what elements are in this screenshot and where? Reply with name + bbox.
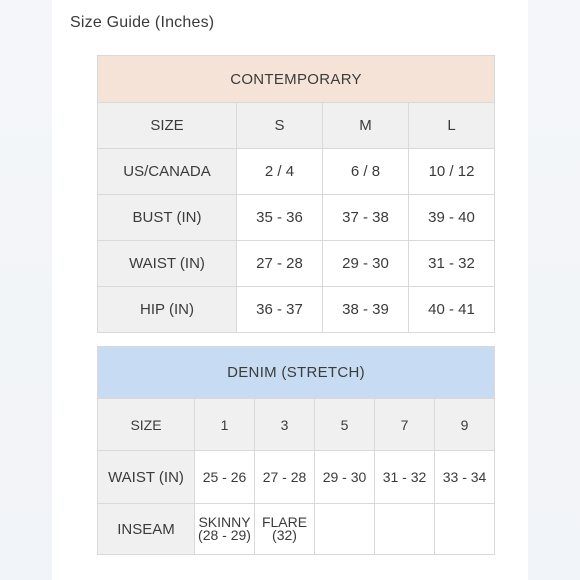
table-row — [98, 103, 495, 149]
contemporary-heading: CONTEMPORARY — [98, 56, 495, 103]
table-row — [98, 195, 495, 241]
inseam-label: INSEAM — [98, 504, 195, 555]
table-row — [98, 287, 495, 333]
waist-label: WAIST (IN) — [98, 241, 237, 287]
left-margin — [0, 0, 52, 580]
table-row — [98, 241, 495, 287]
size-5-header: 5 — [315, 399, 375, 451]
table-cell: 38 - 39 — [323, 287, 409, 333]
size-1-header: 1 — [195, 399, 255, 451]
waist-label: WAIST (IN) — [98, 451, 195, 504]
us-canada-label: US/CANADA — [98, 149, 237, 195]
empty-cell — [315, 504, 375, 555]
size-9-header: 9 — [435, 399, 495, 451]
table-cell: 27 - 28 — [255, 451, 315, 504]
denim-heading: DENIM (STRETCH) — [98, 347, 495, 399]
table-cell: 25 - 26 — [195, 451, 255, 504]
table-cell: 33 - 34 — [435, 451, 495, 504]
table-row — [98, 399, 495, 451]
table-cell: 29 - 30 — [323, 241, 409, 287]
inseam-skinny-value: (28 - 29) — [198, 527, 251, 543]
inseam-flare-value: (32) — [272, 527, 297, 543]
size-header-label: SIZE — [98, 103, 237, 149]
size-s-header: S — [237, 103, 323, 149]
table-cell: 35 - 36 — [237, 195, 323, 241]
size-m-header: M — [323, 103, 409, 149]
inseam-flare-name: FLARE — [261, 514, 308, 530]
table-cell: 2 / 4 — [237, 149, 323, 195]
table-cell: 40 - 41 — [409, 287, 495, 333]
table-cell: 27 - 28 — [237, 241, 323, 287]
inseam-flare-cell — [255, 504, 315, 555]
table-cell: 31 - 32 — [375, 451, 435, 504]
table-cell: 37 - 38 — [323, 195, 409, 241]
size-l-header: L — [409, 103, 495, 149]
size-3-header: 3 — [255, 399, 315, 451]
page-title: Size Guide (Inches) — [70, 14, 215, 31]
inseam-skinny-name: SKINNY — [198, 514, 251, 530]
empty-cell — [375, 504, 435, 555]
table-cell: 6 / 8 — [323, 149, 409, 195]
table-row — [98, 149, 495, 195]
table-cell: 36 - 37 — [237, 287, 323, 333]
empty-cell — [435, 504, 495, 555]
denim-size-table — [97, 346, 495, 555]
size-7-header: 7 — [375, 399, 435, 451]
inseam-skinny-cell — [195, 504, 255, 555]
table-cell: 29 - 30 — [315, 451, 375, 504]
right-margin — [528, 0, 580, 580]
bust-label: BUST (IN) — [98, 195, 237, 241]
hip-label: HIP (IN) — [98, 287, 237, 333]
table-row — [98, 504, 495, 555]
table-cell: 10 / 12 — [409, 149, 495, 195]
table-cell: 31 - 32 — [409, 241, 495, 287]
table-row — [98, 451, 495, 504]
size-header-label: SIZE — [98, 399, 195, 451]
table-cell: 39 - 40 — [409, 195, 495, 241]
contemporary-size-table — [97, 55, 495, 333]
